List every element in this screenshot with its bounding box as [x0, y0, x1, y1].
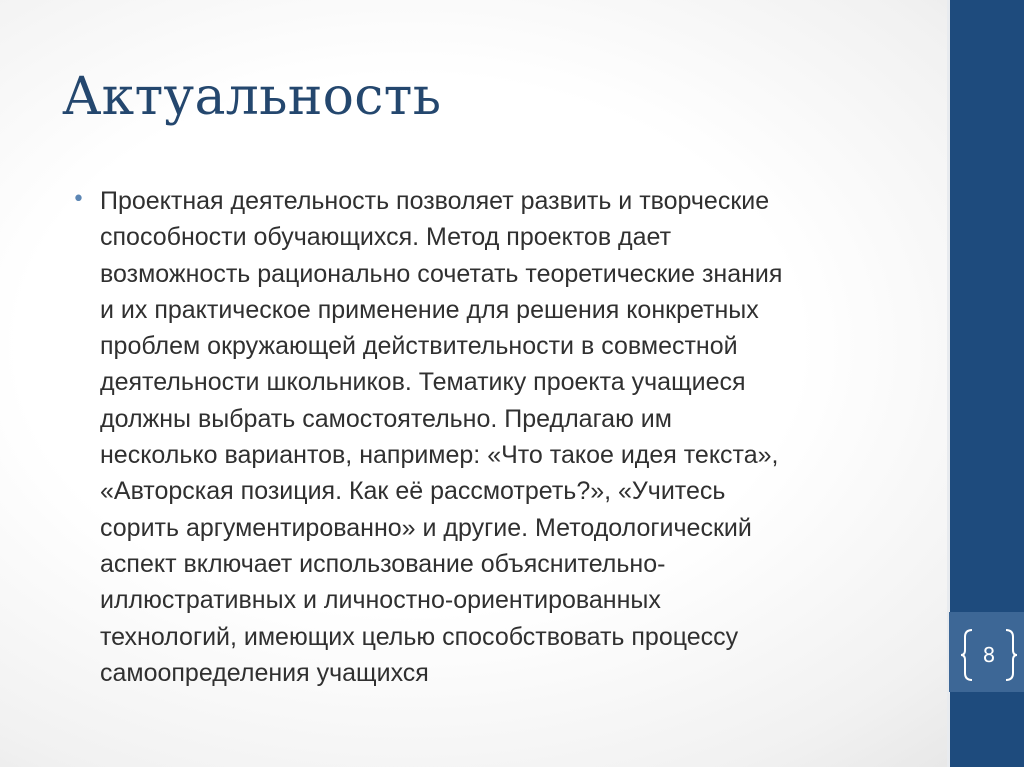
right-bracket-icon [1004, 628, 1018, 682]
page-number: 8 [982, 643, 996, 667]
slide-content [72, 183, 892, 691]
slide-title: Актуальность [62, 67, 442, 127]
bullet-text: Проектная деятельность позволяет развить и творческие способности обучающихся. Метод проектов дает возможность рационально сочетать теоретические знания и их практическое применение для решения конкретных проблем окружающей действительности в совместной деятельности школьников. Тематику проекта учащиеся должны выбрать самостоятельно. Предлагаю им несколько вариантов, например: «Что такое идея текста», «Авторская позиция. Как её рассмотреть?», «Учитесь сорить аргументированно» и другие. Методологический аспект включает использование объяснительно- иллюстративных и личностно-ориентированных технологий, имеющих целью способствовать процессу самоопределения учащихся [100, 187, 783, 687]
bullet-item [72, 183, 892, 691]
bullet-dot-icon: • [72, 187, 85, 212]
page-number-frame [960, 628, 1018, 682]
